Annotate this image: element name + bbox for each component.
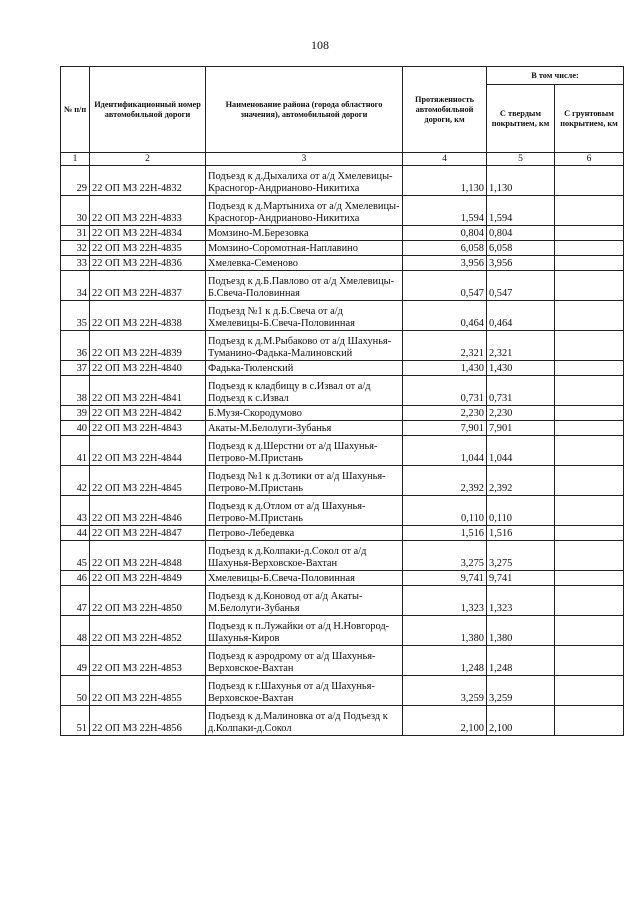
row-number: 34	[61, 271, 90, 301]
road-id: 22 ОП МЗ 22Н-4848	[90, 541, 206, 571]
dirt-surface-length	[555, 256, 624, 271]
dirt-surface-length	[555, 571, 624, 586]
road-id: 22 ОП МЗ 22Н-4838	[90, 301, 206, 331]
dirt-surface-length	[555, 241, 624, 256]
hard-surface-length: 1,248	[487, 646, 555, 676]
column-numbers-row	[61, 153, 624, 166]
table-row	[61, 616, 624, 646]
table-row	[61, 331, 624, 361]
table-row	[61, 226, 624, 241]
road-name: Подъезд к д.Колпаки-д.Сокол от а/д Шахунья-Верховское-Вахтан	[206, 541, 403, 571]
table-row	[61, 166, 624, 196]
road-id: 22 ОП МЗ 22Н-4855	[90, 676, 206, 706]
road-length: 0,731	[403, 376, 487, 406]
dirt-surface-length	[555, 676, 624, 706]
row-number: 50	[61, 676, 90, 706]
header-road-id: Идентификационный номер автомобильной дороги	[90, 67, 206, 153]
row-number: 36	[61, 331, 90, 361]
road-name: Подъезд к п.Лужайки от а/д Н.Новгород-Шахунья-Киров	[206, 616, 403, 646]
hard-surface-length: 0,464	[487, 301, 555, 331]
dirt-surface-length	[555, 376, 624, 406]
road-name: Подъезд к д.Коновод от а/д Акаты-М.Белолуги-Зубанья	[206, 586, 403, 616]
table-row	[61, 421, 624, 436]
dirt-surface-length	[555, 496, 624, 526]
row-number: 46	[61, 571, 90, 586]
table-row	[61, 676, 624, 706]
row-number: 41	[61, 436, 90, 466]
hard-surface-length: 3,956	[487, 256, 555, 271]
road-length: 2,100	[403, 706, 487, 736]
road-name: Подъезд к д.Малиновка от а/д Подъезд к д.Колпаки-д.Сокол	[206, 706, 403, 736]
table-row	[61, 571, 624, 586]
road-id: 22 ОП МЗ 22Н-4837	[90, 271, 206, 301]
hard-surface-length: 2,230	[487, 406, 555, 421]
table-row	[61, 706, 624, 736]
row-number: 32	[61, 241, 90, 256]
road-length: 2,321	[403, 331, 487, 361]
road-length: 6,058	[403, 241, 487, 256]
hard-surface-length: 6,058	[487, 241, 555, 256]
road-length: 2,392	[403, 466, 487, 496]
road-name: Подъезд к д.Б.Павлово от а/д Хмелевицы-Б.Свеча-Половинная	[206, 271, 403, 301]
hard-surface-length: 3,259	[487, 676, 555, 706]
dirt-surface-length	[555, 331, 624, 361]
road-length: 9,741	[403, 571, 487, 586]
dirt-surface-length	[555, 406, 624, 421]
table-row	[61, 541, 624, 571]
table-row	[61, 271, 624, 301]
hard-surface-length: 1,516	[487, 526, 555, 541]
road-id: 22 ОП МЗ 22Н-4839	[90, 331, 206, 361]
road-name: Подъезд к д.М.Рыбаково от а/д Шахунья-Туманино-Фадька-Малиновский	[206, 331, 403, 361]
table-row	[61, 646, 624, 676]
road-id: 22 ОП МЗ 22Н-4835	[90, 241, 206, 256]
table-row	[61, 361, 624, 376]
road-id: 22 ОП МЗ 22Н-4856	[90, 706, 206, 736]
road-length: 1,380	[403, 616, 487, 646]
road-id: 22 ОП МЗ 22Н-4841	[90, 376, 206, 406]
road-length: 7,901	[403, 421, 487, 436]
header-road-name: Наименование района (города областного значения), автомобильной дороги	[206, 67, 403, 153]
row-number: 43	[61, 496, 90, 526]
road-id: 22 ОП МЗ 22Н-4833	[90, 196, 206, 226]
road-id: 22 ОП МЗ 22Н-4852	[90, 616, 206, 646]
dirt-surface-length	[555, 301, 624, 331]
road-id: 22 ОП МЗ 22Н-4843	[90, 421, 206, 436]
road-name: Подъезд к г.Шахунья от а/д Шахунья-Верховское-Вахтан	[206, 676, 403, 706]
table-row	[61, 241, 624, 256]
table-row	[61, 376, 624, 406]
dirt-surface-length	[555, 361, 624, 376]
road-id: 22 ОП МЗ 22Н-4836	[90, 256, 206, 271]
hard-surface-length: 1,130	[487, 166, 555, 196]
road-name: Подъезд №1 к д.Б.Свеча от а/д Хмелевицы-Б.Свеча-Половинная	[206, 301, 403, 331]
hard-surface-length: 0,547	[487, 271, 555, 301]
page-number: 108	[311, 38, 329, 52]
row-number: 38	[61, 376, 90, 406]
hard-surface-length: 2,392	[487, 466, 555, 496]
road-length: 3,259	[403, 676, 487, 706]
row-number: 39	[61, 406, 90, 421]
row-number: 30	[61, 196, 90, 226]
row-number: 47	[61, 586, 90, 616]
hard-surface-length: 1,430	[487, 361, 555, 376]
dirt-surface-length	[555, 466, 624, 496]
row-number: 51	[61, 706, 90, 736]
road-name: Подъезд к д.Мартыниха от а/д Хмелевицы-Красногор-Андрианово-Никитиха	[206, 196, 403, 226]
hard-surface-length: 0,110	[487, 496, 555, 526]
road-length: 1,248	[403, 646, 487, 676]
road-name: Подъезд №1 к д.Зотики от а/д Шахунья-Петрово-М.Пристань	[206, 466, 403, 496]
column-number: 6	[555, 153, 624, 166]
dirt-surface-length	[555, 586, 624, 616]
road-length: 1,430	[403, 361, 487, 376]
road-length: 0,464	[403, 301, 487, 331]
roads-table	[60, 66, 624, 736]
road-name: Подъезд к д.Отлом от а/д Шахунья-Петрово-М.Пристань	[206, 496, 403, 526]
table-row	[61, 301, 624, 331]
road-name: Хмелевицы-Б.Свеча-Половинная	[206, 571, 403, 586]
road-id: 22 ОП МЗ 22Н-4832	[90, 166, 206, 196]
road-id: 22 ОП МЗ 22Н-4844	[90, 436, 206, 466]
table-row	[61, 256, 624, 271]
dirt-surface-length	[555, 646, 624, 676]
hard-surface-length: 2,321	[487, 331, 555, 361]
column-number: 3	[206, 153, 403, 166]
road-id: 22 ОП МЗ 22Н-4840	[90, 361, 206, 376]
road-name: Подъезд к кладбищу в с.Извал от а/д Подъезд к с.Извал	[206, 376, 403, 406]
column-number: 2	[90, 153, 206, 166]
road-length: 1,323	[403, 586, 487, 616]
road-name: Хмелевка-Семеново	[206, 256, 403, 271]
row-number: 48	[61, 616, 90, 646]
road-name: Подъезд к д.Дыхалиха от а/д Хмелевицы-Красногор-Андрианово-Никитиха	[206, 166, 403, 196]
dirt-surface-length	[555, 526, 624, 541]
table-row	[61, 496, 624, 526]
road-length: 1,044	[403, 436, 487, 466]
road-name: Момзино-Соромотная-Наплавино	[206, 241, 403, 256]
row-number: 40	[61, 421, 90, 436]
header-dirt-surface: С грунтовым покрытием, км	[555, 85, 624, 153]
row-number: 35	[61, 301, 90, 331]
road-length: 0,110	[403, 496, 487, 526]
road-length: 0,547	[403, 271, 487, 301]
road-id: 22 ОП МЗ 22Н-4849	[90, 571, 206, 586]
dirt-surface-length	[555, 706, 624, 736]
dirt-surface-length	[555, 616, 624, 646]
road-length: 3,275	[403, 541, 487, 571]
road-id: 22 ОП МЗ 22Н-4845	[90, 466, 206, 496]
table-row	[61, 196, 624, 226]
road-id: 22 ОП МЗ 22Н-4850	[90, 586, 206, 616]
road-id: 22 ОП МЗ 22Н-4853	[90, 646, 206, 676]
row-number: 44	[61, 526, 90, 541]
dirt-surface-length	[555, 541, 624, 571]
row-number: 37	[61, 361, 90, 376]
hard-surface-length: 1,380	[487, 616, 555, 646]
road-name: Подъезд к д.Шерстни от а/д Шахунья-Петрово-М.Пристань	[206, 436, 403, 466]
hard-surface-length: 0,804	[487, 226, 555, 241]
column-number: 1	[61, 153, 90, 166]
road-length: 1,130	[403, 166, 487, 196]
road-length: 1,594	[403, 196, 487, 226]
header-hard-surface: С твердым покрытием, км	[487, 85, 555, 153]
road-id: 22 ОП МЗ 22Н-4842	[90, 406, 206, 421]
table-row	[61, 526, 624, 541]
road-name: Б.Музя-Скородумово	[206, 406, 403, 421]
road-name: Момзино-М.Березовка	[206, 226, 403, 241]
hard-surface-length: 7,901	[487, 421, 555, 436]
table-row	[61, 406, 624, 421]
header-including: В том числе:	[487, 67, 624, 85]
road-id: 22 ОП МЗ 22Н-4834	[90, 226, 206, 241]
dirt-surface-length	[555, 196, 624, 226]
dirt-surface-length	[555, 271, 624, 301]
dirt-surface-length	[555, 436, 624, 466]
dirt-surface-length	[555, 226, 624, 241]
road-length: 0,804	[403, 226, 487, 241]
hard-surface-length: 2,100	[487, 706, 555, 736]
road-length: 3,956	[403, 256, 487, 271]
dirt-surface-length	[555, 421, 624, 436]
hard-surface-length: 1,594	[487, 196, 555, 226]
road-name: Фадька-Тюленский	[206, 361, 403, 376]
row-number: 42	[61, 466, 90, 496]
column-number: 4	[403, 153, 487, 166]
column-number: 5	[487, 153, 555, 166]
road-name: Подъезд к аэродрому от а/д Шахунья-Верховское-Вахтан	[206, 646, 403, 676]
hard-surface-length: 0,731	[487, 376, 555, 406]
road-length: 1,516	[403, 526, 487, 541]
table-row	[61, 436, 624, 466]
row-number: 29	[61, 166, 90, 196]
hard-surface-length: 9,741	[487, 571, 555, 586]
hard-surface-length: 1,323	[487, 586, 555, 616]
row-number: 45	[61, 541, 90, 571]
hard-surface-length: 1,044	[487, 436, 555, 466]
road-name: Петрово-Лебедевка	[206, 526, 403, 541]
road-name: Акаты-М.Белолуги-Зубанья	[206, 421, 403, 436]
row-number: 31	[61, 226, 90, 241]
row-number: 49	[61, 646, 90, 676]
dirt-surface-length	[555, 166, 624, 196]
hard-surface-length: 3,275	[487, 541, 555, 571]
row-number: 33	[61, 256, 90, 271]
road-id: 22 ОП МЗ 22Н-4846	[90, 496, 206, 526]
road-length: 2,230	[403, 406, 487, 421]
header-num: № п/п	[61, 67, 90, 153]
table-row	[61, 586, 624, 616]
road-id: 22 ОП МЗ 22Н-4847	[90, 526, 206, 541]
header-length: Протяженность автомобильной дороги, км	[403, 67, 487, 153]
table-row	[61, 466, 624, 496]
